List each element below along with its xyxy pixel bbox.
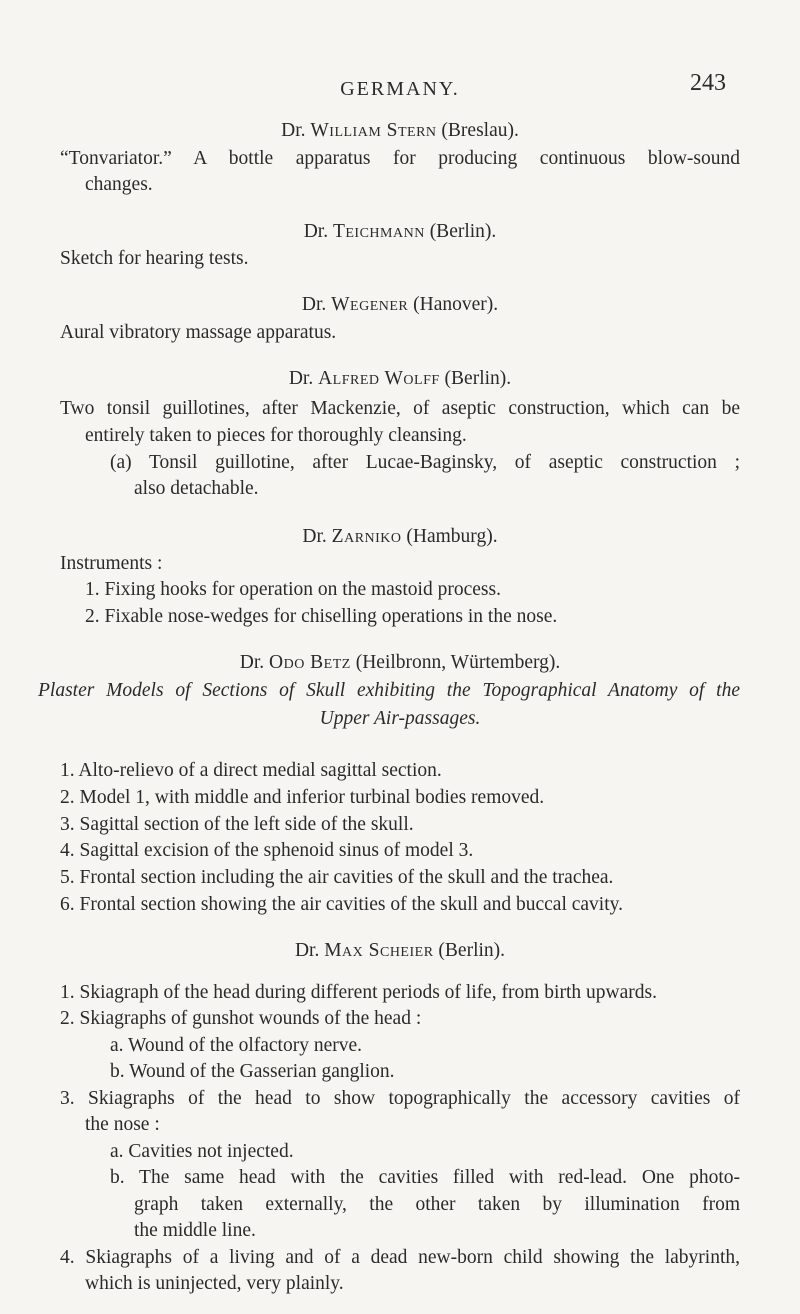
- entry-heading: [0, 219, 800, 245]
- sub-list-item: b. Wound of the Gasserian ganglion.: [110, 1061, 395, 1082]
- heading-name: William Stern: [310, 120, 437, 141]
- heading-prefix: Dr.: [294, 940, 320, 961]
- entry-heading: [0, 292, 800, 318]
- entry-line: also detachable.: [134, 478, 259, 499]
- heading-prefix: Dr.: [239, 652, 265, 673]
- heading-name: Max Scheier: [324, 940, 434, 961]
- entry-heading: [0, 118, 800, 144]
- heading-name: Teichmann: [332, 221, 425, 242]
- entry-line: Instruments :: [60, 553, 163, 574]
- list-item: 4. Skiagraphs of a living and of a dead new-born child showing the labyrinth,: [60, 1247, 740, 1268]
- list-item: 4. Sagittal excision of the sphenoid sinus of model 3.: [60, 840, 474, 861]
- entry-line: entirely taken to pieces for thoroughly cleansing.: [85, 425, 467, 446]
- sub-list-item-continuation: the middle line.: [134, 1220, 256, 1241]
- list-item: 2. Model 1, with middle and inferior turbinal bodies removed.: [60, 787, 545, 808]
- heading-prefix: Dr.: [301, 294, 327, 315]
- heading-prefix: Dr.: [281, 120, 306, 141]
- heading-location: (Berlin).: [429, 221, 497, 242]
- running-head: [0, 70, 800, 108]
- entry-line: Sketch for hearing tests.: [60, 248, 249, 269]
- heading-name: Odo Betz: [269, 652, 351, 673]
- sub-list-item: a. Wound of the olfactory nerve.: [110, 1035, 363, 1056]
- sub-list-item: a. Cavities not injected.: [110, 1141, 294, 1162]
- entry-line: Two tonsil guillotines, after Mackenzie, of aseptic construction, which can be: [60, 398, 740, 419]
- section-subtitle: Upper Air-passages.: [319, 708, 481, 729]
- list-item: 1. Alto-relievo of a direct medial sagittal section.: [60, 760, 442, 781]
- heading-prefix: Dr.: [303, 221, 329, 242]
- list-item: 1. Fixing hooks for operation on the mastoid process.: [85, 579, 501, 600]
- entry-heading: [0, 366, 800, 392]
- list-item: 3. Sagittal section of the left side of the skull.: [60, 814, 414, 835]
- heading-location: (Berlin).: [444, 368, 512, 389]
- heading-prefix: Dr.: [302, 526, 327, 547]
- list-item-continuation: which is uninjected, very plainly.: [85, 1273, 344, 1294]
- entry-heading: [0, 938, 800, 964]
- heading-location: (Heilbronn, Würtemberg).: [355, 652, 561, 673]
- list-item: 5. Frontal section including the air cavities of the skull and the trachea.: [60, 867, 614, 888]
- heading-prefix: Dr.: [288, 368, 314, 389]
- section-subtitle: Plaster Models of Sections of Skull exhibiting the Topographical Anatomy of the: [38, 680, 740, 701]
- list-item: 3. Skiagraphs of the head to show topographically the accessory cavities of: [60, 1088, 740, 1109]
- heading-location: (Hanover).: [413, 294, 499, 315]
- page-number: 243: [690, 70, 726, 96]
- heading-name: Wegener: [331, 294, 409, 315]
- entry-line: “Tonvariator.” A bottle apparatus for producing continuous blow-sound: [60, 148, 740, 169]
- sub-list-item-continuation: graph taken externally, the other taken by illumination from: [134, 1194, 740, 1215]
- list-item: 2. Skiagraphs of gunshot wounds of the head :: [60, 1008, 422, 1029]
- list-item: 2. Fixable nose-wedges for chiselling operations in the nose.: [85, 606, 558, 627]
- heading-location: (Breslau).: [441, 120, 519, 141]
- entry-line: Aural vibratory massage apparatus.: [60, 322, 337, 343]
- list-item: 6. Frontal section showing the air cavities of the skull and buccal cavity.: [60, 894, 624, 915]
- heading-name: Alfred Wolff: [318, 368, 440, 389]
- list-item-continuation: the nose :: [85, 1114, 160, 1135]
- heading-location: (Hamburg).: [406, 526, 498, 547]
- entry-heading: [0, 524, 800, 550]
- running-head-title: GERMANY.: [340, 78, 460, 100]
- list-item: 1. Skiagraph of the head during different periods of life, from birth upwards.: [60, 982, 657, 1003]
- entry-heading: [0, 650, 800, 676]
- sub-list-item: b. The same head with the cavities filled with red-lead. One photo-: [110, 1167, 740, 1188]
- heading-name: Zarniko: [331, 526, 402, 547]
- heading-location: (Berlin).: [438, 940, 506, 961]
- entry-line: changes.: [85, 174, 153, 195]
- entry-line: (a) Tonsil guillotine, after Lucae-Baginsky, of aseptic construction ;: [110, 452, 740, 473]
